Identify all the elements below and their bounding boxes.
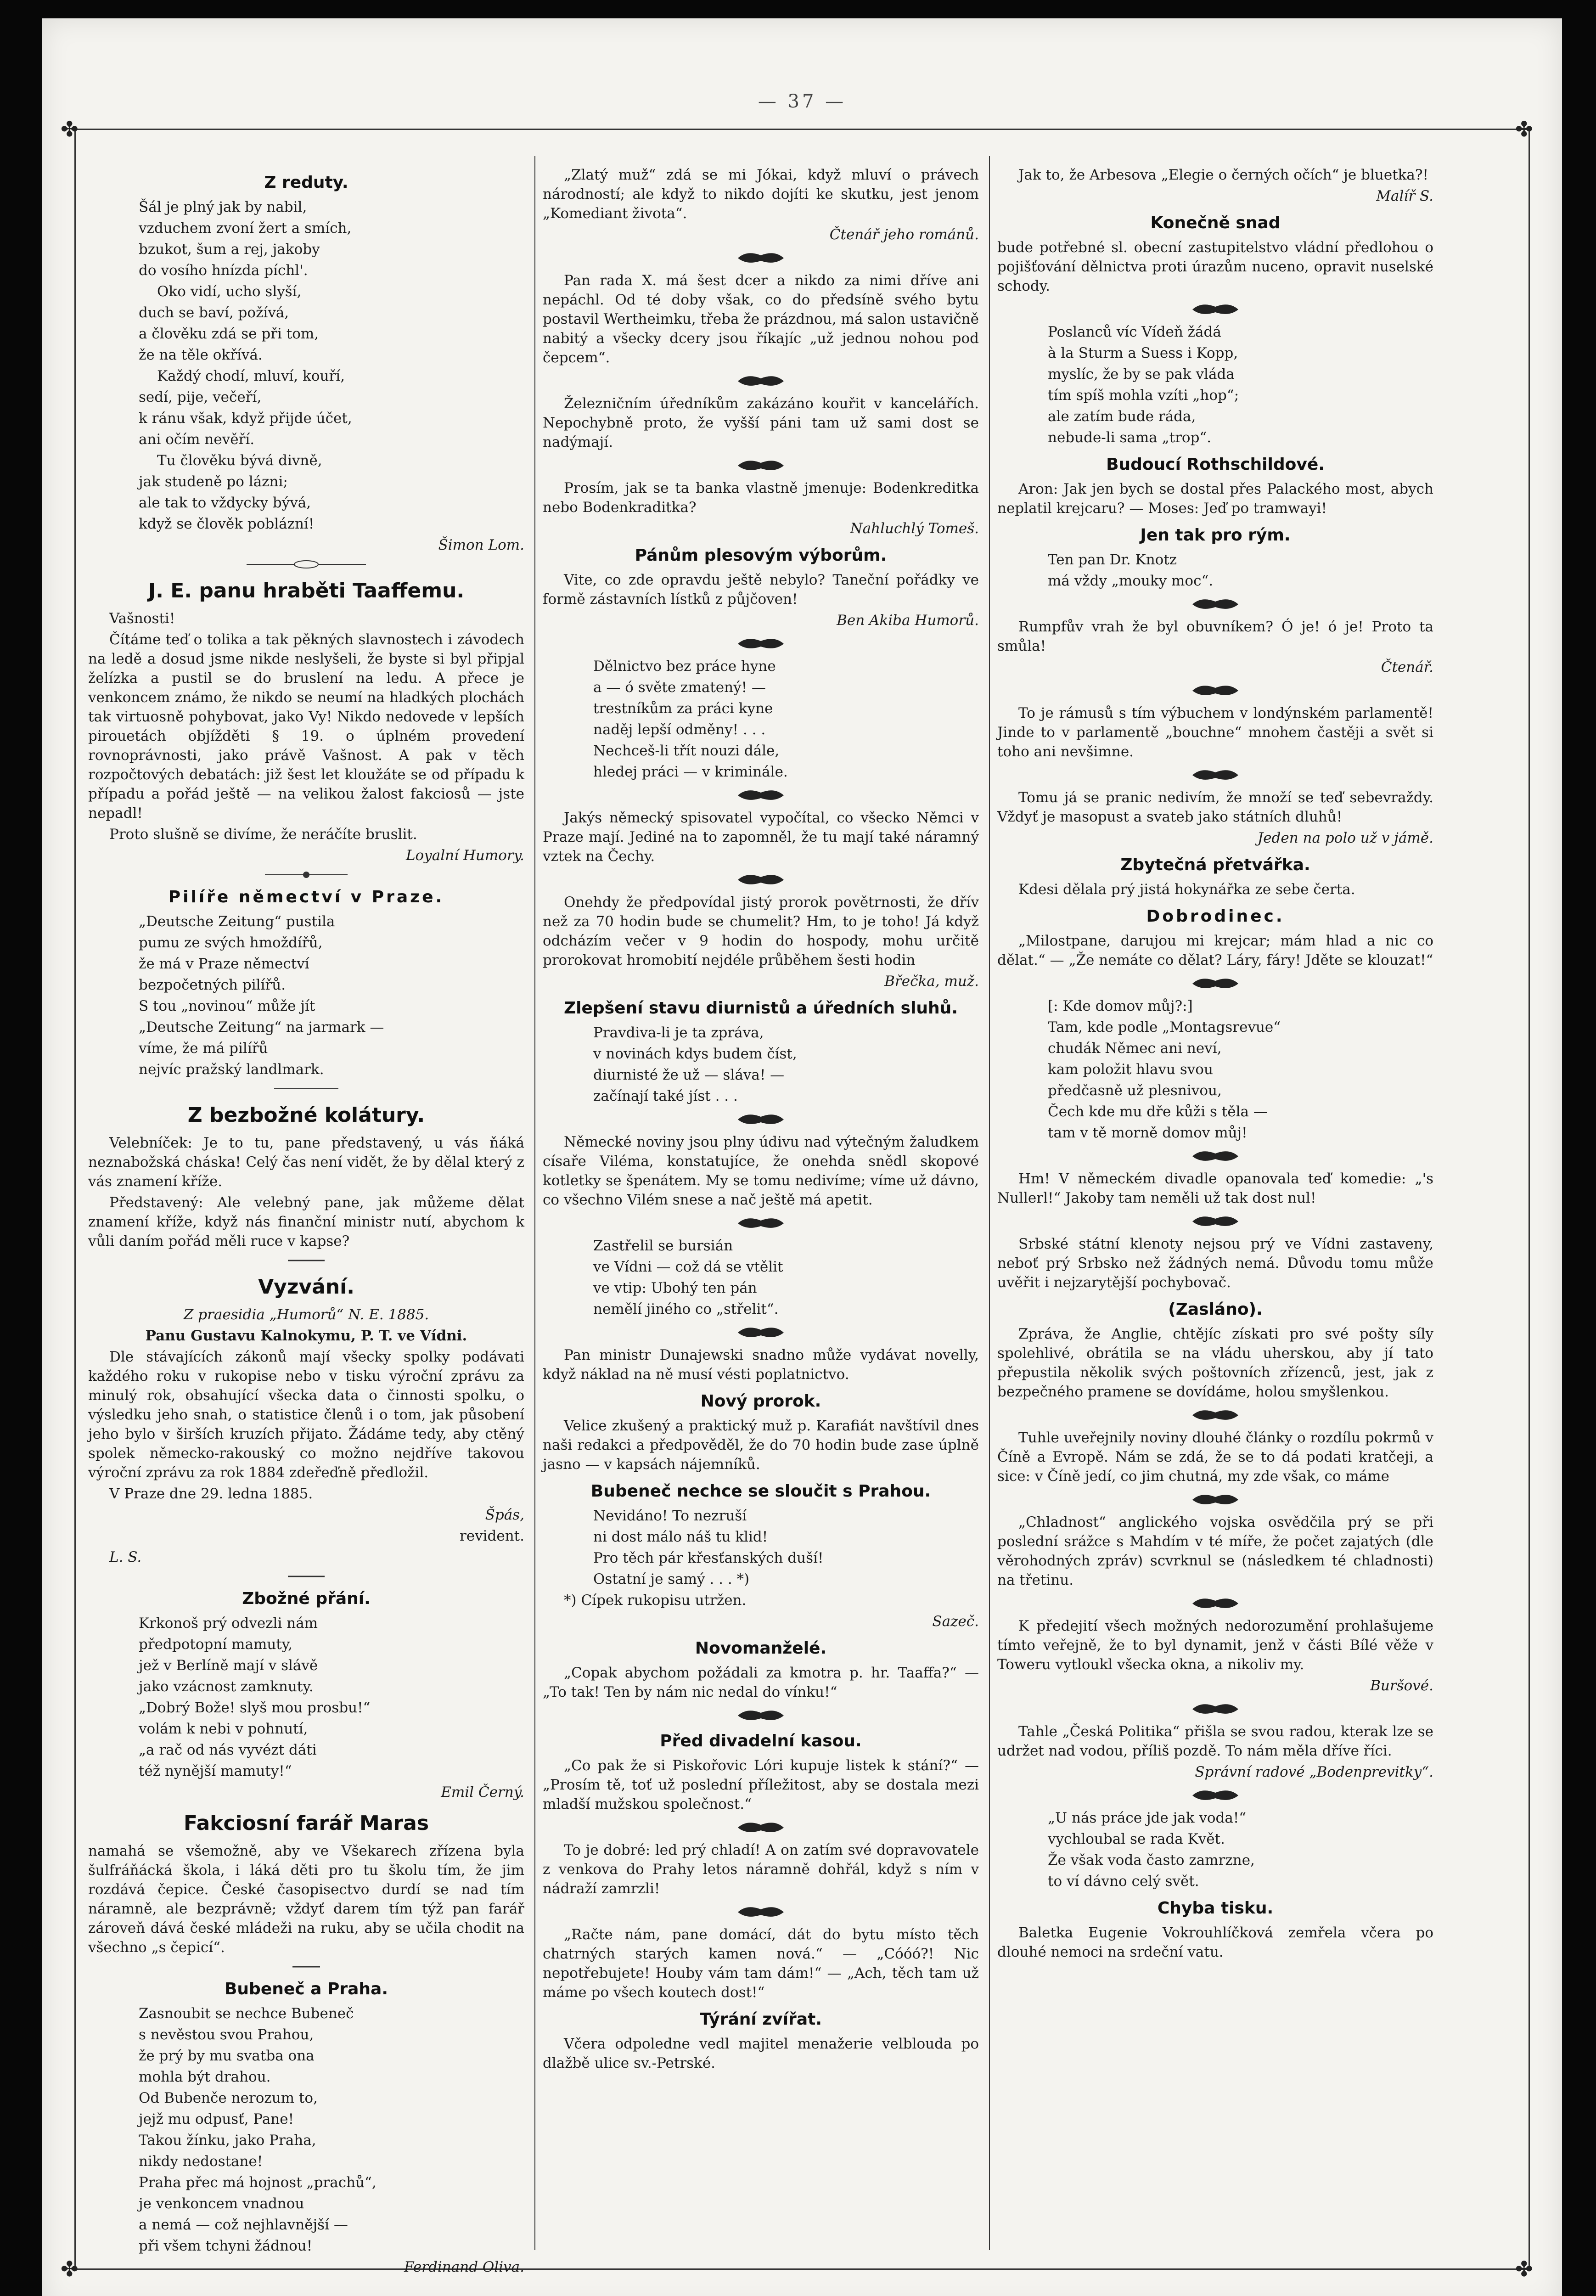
verse-line: chudák Němec ani neví, [1048,1040,1222,1057]
verse-line: „Dobrý Bože! slyš mou prosbu!“ [139,1699,371,1716]
verse-line: že prý by mu svatba ona [139,2048,315,2064]
vignette-ornament-icon [733,249,788,266]
verse-line: tím spíš mohla vzíti „hop“; [1048,387,1239,404]
vignette-ornament-icon [1188,1786,1243,1804]
vignette-ornament-icon [1188,1700,1243,1717]
verse-line: Tu člověku bývá divně, [157,452,322,469]
paragraph: Hm! V německém divadle opanovala teď komedie: „'s Nullerl!“ Jakoby tam neměli už tak dost nul! [997,1171,1433,1206]
paragraph: Tomu já se pranic nedivím, že množí se teď sebevraždy. Vždyť je masopust a svateb jako státních dluhů! [997,789,1433,825]
verse-line: nejvíc pražský landlmark. [139,1061,324,1078]
divider-ornament-icon [247,1962,366,1972]
verse-line: tam v tě morně domov můj! [1048,1125,1248,1141]
verse-line: bezpočetných pilířů. [139,977,286,993]
article-title: Zbožné přání. [242,1589,371,1608]
vignette-ornament-icon [1188,766,1243,783]
verse-line: „U nás práce jde jak voda!“ [1048,1810,1247,1826]
verse-line: jako vzácnost zamknuty. [139,1678,314,1695]
verse-line: nikdy nedostane! [139,2153,263,2170]
verse-line: kam položit hlavu svou [1048,1061,1213,1078]
top-rule [74,129,1530,130]
paragraph: Tahle „Česká Politika“ přišla se svou radou, kterak lze se udržet nad vodou, příliš pozdě. To nám měla dříve říci. [997,1723,1433,1759]
verse-line: při všem tchyni žádnou! [139,2238,313,2254]
signature: Jeden na polo už v jámě. [1257,830,1433,846]
article-title: Fakciosní farář Maras [183,1812,429,1835]
article-title: Konečně snad [1150,214,1281,232]
verse-line: Pravdiva-li je ta zpráva, [593,1024,764,1041]
vignette-ornament-icon [1188,1212,1243,1230]
verse-line: sedí, pije, večeří, [139,389,262,405]
right-rule [1529,129,1530,2270]
verse-line: jež v Berlíně mají v slávě [139,1657,318,1674]
paragraph: Tuhle uveřejnily noviny dlouhé články o rozdílu pokrmů v Číně a Evropě. Nám se zdá, že se to dá podati kratčeji, a sice: v Číně jedí, co jim chutná, my zde však, co máme [997,1429,1433,1485]
verse-line: že má v Praze němectví [139,956,309,972]
footnote: *) Cípek rukopisu utržen. [564,1592,747,1609]
column-left [88,165,524,2279]
verse-line: Šál je plný jak by nabil, [139,199,307,215]
article-title: Před divadelní kasou. [660,1732,862,1750]
signature: Čtenář. [1381,659,1433,675]
verse-line: předpotopní mamuty, [139,1636,293,1653]
paragraph: Vite, co zde opravdu ještě nebylo? Taneční pořádky ve formě zástavních lístků z půjčoven! [543,572,979,608]
paragraph: Včera odpoledne vedl majitel menažerie velblouda po dlažbě ulice sv.-Petrské. [543,2036,979,2071]
paragraph: Jak to, že Arbesova „Elegie o černých očích“ je bluetka?! [1018,167,1428,183]
verse-line: volám k nebi v pohnutí, [139,1721,308,1737]
verse-line: nebude-li sama „trop“. [1048,429,1212,446]
verse-line: trestníkům za práci kyne [593,700,773,717]
vignette-ornament-icon [733,871,788,888]
paragraph: Z praesidia „Humorů“ N. E. 1885. [183,1306,429,1323]
vignette-ornament-icon [733,1214,788,1232]
verse-line: ve Vídni — což dá se vtělit [593,1259,783,1275]
vignette-ornament-icon [1188,1147,1243,1165]
article-title: Z reduty. [264,173,348,192]
paragraph: K předejití všech možných nedorozumění prohlašujeme tímto veřejně, že to byl dynamit, jenž v části Bílé věže v Toweru vytloukl všecka okna, a nikoliv my. [997,1618,1433,1673]
corner-ornament-icon: ✤ [1515,117,1533,141]
paragraph: „Chladnost“ anglického vojska osvědčila prý se při poslední srážce s Mahdím v té míře, že počet zajatých (dle věrohodných zpráv) scvrknul se (následkem té chladnosti) na třetinu. [997,1514,1433,1588]
verse-line: à la Sturm a Suess i Kopp, [1048,345,1238,361]
article-title: Bubeneč a Praha. [224,1980,388,1998]
paragraph: Zpráva, že Anglie, chtějíc získati pro své pošty síly spolehlivé, obrátila se na vládu uherskou, aby jí tato přepustila několik svých poštovních zřízenců, jest, jak z bezpečného pramene se dovídáme, holou smyšlenkou. [997,1326,1433,1400]
paragraph: „Račte nám, pane domácí, dát do bytu místo těch chatrných starých kamen nová.“ — „Cóóó?! Nic nepotřebujete! Houby vám tam dám!“ — „Ach, těch tam už máme po všech koutech dost!“ [543,1926,979,2001]
verse-line: ani očím nevěří. [139,431,255,448]
verse-line: předčasně už plesnivou, [1048,1082,1222,1099]
article-title: Zlepšení stavu diurnistů a úředních sluhů. [564,999,958,1018]
paragraph: Proto slušně se divíme, že neráčíte bruslit. [109,826,417,843]
divider-ornament-icon [247,559,366,569]
corner-ornament-icon: ✤ [61,2257,79,2281]
column-middle [543,165,979,2075]
signature: Ferdinand Oliva. [404,2259,524,2275]
verse-line: Pro těch pár křesťanských duší! [593,1550,824,1566]
signature: Nahluchlý Tomeš. [850,520,979,537]
signature: Loyalní Humory. [405,847,524,864]
verse-line: v novinách kdys budem číst, [593,1046,797,1062]
verse-line: Krkonoš prý odvezli nám [139,1615,318,1632]
paragraph: Aron: Jak jen bych se dostal přes Palackého most, abych neplatil krejcaru? — Moses: Jeď po tramwayi! [997,481,1433,517]
verse-line: Dělnictvo bez práce hyne [593,658,776,675]
column-divider-1 [534,156,535,2250]
verse-line: jejž mu odpusť, Pane! [139,2111,294,2127]
paragraph: Německé noviny jsou plny údivu nad výtečným žaludkem císaře Viléma, konstatujíce, že onehda snědl skopové kotletky se špenátem. My se tomu nedivíme; víme už dávno, co všechno Vilém snese a nač ještě má apetit. [543,1134,979,1208]
paragraph: Velebníček: Je to tu, pane představený, u vás ňáká neznabožská cháska! Celý čas není vidět, že by dělal který z vás znamení kříže. [88,1135,524,1190]
verse-line: s nevěstou svou Prahou, [139,2026,314,2043]
verse-line: že na těle okřívá. [139,347,263,363]
article-title: Pilíře němectví v Praze. [168,888,444,906]
paragraph: „Milostpane, darujou mi krejcar; mám hlad a nic co dělat.“ — „Že nemáte co dělat? Láry, fáry! Jděte se klouzat!“ [997,933,1433,968]
paragraph: Onehdy že předpovídal jistý prorok povětrnosti, že dřív než za 70 hodin bude se chumelit? Hm, to je toho! Já když odcházím večer v 9 hodin do hospody, mohu určitě prorokovat hromobití nejdéle průběhem šesti hodin [543,894,979,968]
verse-line: začínají také jíst . . . [593,1088,738,1104]
verse-line: Zasnoubit se nechce Bubeneč [139,2005,354,2022]
paragraph: V Praze dne 29. ledna 1885. [109,1486,313,1502]
article-title: Týrání zvířat. [700,2010,822,2029]
signature: Buršové. [1370,1677,1433,1694]
verse-line: Tam, kde podle „Montagsrevue“ [1048,1019,1281,1035]
verse-line: když se člověk poblázní! [139,516,315,532]
article-title: Novomanželé. [695,1639,827,1658]
divider-ornament-icon [247,870,366,880]
vignette-ornament-icon [1188,300,1243,318]
verse-line: do vosího hnízda píchl'. [139,262,308,279]
verse-line: vzduchem zvoní žert a smích, [139,220,352,236]
paragraph: To je rámusů s tím výbuchem v londýnském parlamentě! Jinde to v parlamentě „bouchne“ mnohem častěji a svět si toho ani nevšimne. [997,705,1433,760]
signature: Ben Akiba Humorů. [837,612,979,629]
verse-line: „Deutsche Zeitung“ pustila [139,913,335,930]
vignette-ornament-icon [1188,1491,1243,1508]
signature: Břečka, muž. [884,973,979,990]
vignette-ornament-icon [733,1818,788,1836]
newspaper-page [42,18,1562,2296]
paragraph: Čítáme teď o tolika a tak pěkných slavnostech i závodech na ledě a dosud jsme nikde neslyšeli, že byste si byl připjal želízka a pustil se do bruslení na ledu. A přece je venkoncem známo, že nikdo se neumí na hladkých plochách tak virtuosně pohybovat, jako Vy! Nikdo nedovede v lepších pirouetách objížděti § 19. o úplném provedení rovnoprávnosti, jako právě Vašnost. A pak v těch rozpočtových debatách: již šest let kloužáte se od případu k případu a pořád ještě — na velikou žalost fakciosů — jste nepadl! [88,631,524,822]
paragraph: „Zlatý muž“ zdá se mi Jókai, když mluví o právech národností; ale když to nikdo dojíti ke skutku, jest jenom „Komediant života“. [543,167,979,222]
paragraph: Dle stávajících zákonů mají všecky spolky podávati každého roku v rukopise nebo v tisku výroční zprávu za minulý rok, obsahující všecka data o činnosti spolku, o výsledku jeho snah, o statistice členů i o tom, jak působení jeho bylo v širších kruzích přijato. Žádáme tedy, aby ctěný spolek německo-rakouský co možno nejdříve takovou výroční zprávu za rok 1884 zdeřeďně předložil. [88,1349,524,1481]
verse-line: má vždy „mouky moc“. [1048,573,1214,589]
signature: revident. [459,1528,524,1544]
article-title: (Zasláno). [1168,1300,1263,1319]
signature: Malíř S. [1376,188,1433,204]
vignette-ornament-icon [1188,974,1243,992]
paragraph: Kdesi dělala prý jistá hokynářka ze sebe čerta. [1018,881,1355,898]
verse-line: ale zatím bude ráda, [1048,408,1196,425]
vignette-ornament-icon [733,1706,788,1724]
verse-line: Praha přec má hojnost „prachů“, [139,2174,377,2191]
signature: Emil Černý. [441,1784,524,1801]
signature: Čtenář jeho románů. [829,226,979,243]
verse-line: vychloubal se rada Květ. [1048,1831,1225,1847]
column-right [997,165,1433,1964]
verse-line: Že však voda často zamrzne, [1048,1852,1255,1868]
paragraph: Prosím, jak se ta banka vlastně jmenuje: Bodenkreditka nebo Bodenkraditka? [543,480,979,516]
verse-line: Nechceš-li třít nouzi dále, [593,743,780,759]
vignette-ornament-icon [1188,1406,1243,1424]
verse-line: „Deutsche Zeitung“ na jarmark — [139,1019,384,1035]
verse-line: to ví dávno celý svět. [1048,1873,1199,1890]
article-title: Jen tak pro rým. [1140,526,1291,545]
verse-line: Oko vidí, ucho slyší, [157,283,302,300]
verse-line: [: Kde domov můj?:] [1048,998,1193,1014]
verse-line: Ostatní je samý . . . *) [593,1571,750,1587]
signature: Špás, [485,1507,524,1523]
seal-mark: L. S. [109,1549,142,1565]
verse-line: duch se baví, požívá, [139,304,289,321]
article-title: Zbytečná přetvářka. [1120,855,1310,874]
verse-line: Takou žínku, jako Praha, [139,2132,316,2149]
article-title: Pánům plesovým výborům. [635,546,887,565]
paragraph: „Copak abychom požádali za kmotra p. hr. Taaffa?“ — „To tak! Ten by nám nic nedal do vínku!“ [543,1665,979,1700]
paragraph: Jakýs německý spisovatel vypočítal, co všecko Němci v Praze mají. Jediné na to zapomněl, že tu mají také náramný vztek na Čechy. [543,810,979,865]
vignette-ornament-icon [733,456,788,474]
verse-line: naděj lepší odměny! . . . [593,721,766,738]
verse-line: ve vtip: Ubohý ten pán [593,1280,757,1296]
paragraph: Vašnosti! [109,610,175,627]
paragraph: To je dobré: led prý chladí! A on zatím své dopravovatele z venkova do Prahy letos náramně dohřál, když s ním v nádraží zamrzli! [543,1842,979,1897]
paragraph: namahá se všemožně, aby ve Všekarech zřízena byla šulfráňácká škola, i láká děti pro tu školu tím, že jim rozdává čepice. České časopisectvo durdí se nad tím náramně, ale bezprávně; vždyť darem tím týž pan farář zároveň dává české mládeži na ruku, aby se učila chodit na všechno „s čepicí“. [88,1843,524,1956]
verse-line: víme, že má pilířů [139,1040,268,1057]
paragraph: Představený: Ale velebný pane, jak můžeme dělat znamení kříže, když nás finanční ministr nutí, abychom k vůli daním pořád měli ruce v kapse? [88,1194,524,1249]
vignette-ornament-icon [1188,681,1243,699]
signature: Sazeč. [932,1613,979,1630]
article-title: Dobrodinec. [1146,907,1285,926]
divider-ornament-icon [247,1255,366,1266]
article-title: Bubeneč nechce se sloučit s Prahou. [590,1482,931,1501]
article-title: Budoucí Rothschildové. [1106,455,1325,474]
verse-line: je venkoncem vnadnou [139,2195,304,2212]
verse-line: Zastřelil se bursián [593,1238,733,1254]
article-title: Chyba tisku. [1157,1899,1274,1918]
article-title: J. E. panu hraběti Taaffemu. [148,579,465,602]
left-rule [74,129,76,2270]
verse-line: též nynější mamuty!“ [139,1763,292,1779]
verse-line: myslíc, že by se pak vláda [1048,366,1235,383]
verse-line: ale tak to vždycky bývá, [139,495,311,511]
corner-ornament-icon: ✤ [1515,2257,1533,2281]
verse-line: k ránu však, když přijde účet, [139,410,352,427]
verse-line: „a rač od nás vyvézt dáti [139,1742,317,1758]
verse-line: Čech kde mu dře kůži s těla — [1048,1103,1268,1120]
addressee: Panu Gustavu Kalnokymu, P. T. ve Vídni. [145,1328,467,1344]
verse-line: Nevidáno! To nezruší [593,1508,747,1524]
vignette-ornament-icon [733,786,788,804]
verse-line: hledej práci — v kriminále. [593,764,788,780]
article-title: Z bezbožné kolátury. [187,1103,425,1127]
paragraph: „Co pak že si Piskořovic Lóri kupuje listek k stání?“ — „Prosím tě, toť už poslední příležitost, aby se dostala mezi mladší mužskou společnost.“ [543,1757,979,1812]
column-divider-2 [989,156,990,2250]
vignette-ornament-icon [1188,1594,1243,1612]
verse-line: Každý chodí, mluví, kouří, [157,368,345,384]
verse-line: mohla být drahou. [139,2069,271,2085]
vignette-ornament-icon [733,1110,788,1128]
verse-line: a — ó světe zmatený! — [593,679,766,696]
article-title: Vyzvání. [258,1275,354,1299]
signature: Správní radové „Bodenprevitky“. [1195,1764,1433,1780]
verse-line: Poslanců víc Vídeň žádá [1048,324,1221,340]
corner-ornament-icon: ✤ [61,117,79,141]
divider-ornament-icon [247,1571,366,1581]
page-number: — 37 — [758,91,847,112]
vignette-ornament-icon [733,1323,788,1341]
paragraph: Pan rada X. má šest dcer a nikdo za nimi dříve ani nepáchl. Od té doby však, co do předsíně svého bytu postavil Wertheimku, třeba že prázdnou, má salon ustavičně nabitý a všecky dcery jsou říkajíc „už jednou nohou pod čepcem“. [543,272,979,366]
verse-line: Ten pan Dr. Knotz [1048,551,1177,568]
verse-line: jak studeně po lázni; [139,473,288,490]
verse-line: bzukot, šum a rej, jakoby [139,241,320,258]
verse-line: a nemá — což nejhlavnější — [139,2217,348,2233]
vignette-ornament-icon [1188,595,1243,613]
paragraph: Velice zkušený a praktický muž p. Karafiát navštívil dnes naši redakci a předpověděl, že do 70 hodin bude zase úplně jasno — v kapsách nájemníků. [543,1418,979,1473]
vignette-ornament-icon [733,1903,788,1920]
verse-line: Od Bubenče nerozum to, [139,2090,318,2106]
paragraph: bude potřebné sl. obecní zastupitelstvo vládní předlohou o pojišťování dělnictva proti úrazům nuceno, opravit nuselské schody. [997,239,1433,294]
paragraph: Pan ministr Dunajewski snadno může vydávat novelly, když náklad na ně musí vésti poplatnictvo. [543,1347,979,1383]
article-title: Nový prorok. [700,1392,821,1411]
verse-line: S tou „novinou“ může jít [139,998,315,1014]
divider-ornament-icon [247,1084,366,1094]
paragraph: Srbské státní klenoty nejsou prý ve Vídni zastaveny, neboť prý Srbsko než žádných nemá. Důvodu tomu může uvěřit i nejzarytější pochybovač. [997,1236,1433,1291]
vignette-ornament-icon [733,372,788,389]
verse-line: pumu ze svých hmoždířů, [139,934,323,951]
verse-line: nemělí jinéhо co „střelit“. [593,1301,779,1317]
paragraph: Baletka Eugenie Vokrouhlíčková zemřela včera po dlouhé nemoci na srdeční vatu. [997,1925,1433,1960]
verse-line: ni dost málo náš tu klid! [593,1529,768,1545]
verse-line: a člověku zdá se při tom, [139,326,319,342]
verse-line: diurnisté že už — sláva! — [593,1067,785,1083]
signature: Šimon Lom. [438,537,524,553]
paragraph: Železničním úředníkům zakázáno kouřit v kancelářích. Nepochybně proto, že vyšší páni tam už sami dost se nadýmají. [543,395,979,450]
paragraph: Rumpfův vrah že byl obuvníkem? Ó je! ó je! Proto ta smůla! [997,619,1433,654]
vignette-ornament-icon [733,635,788,652]
